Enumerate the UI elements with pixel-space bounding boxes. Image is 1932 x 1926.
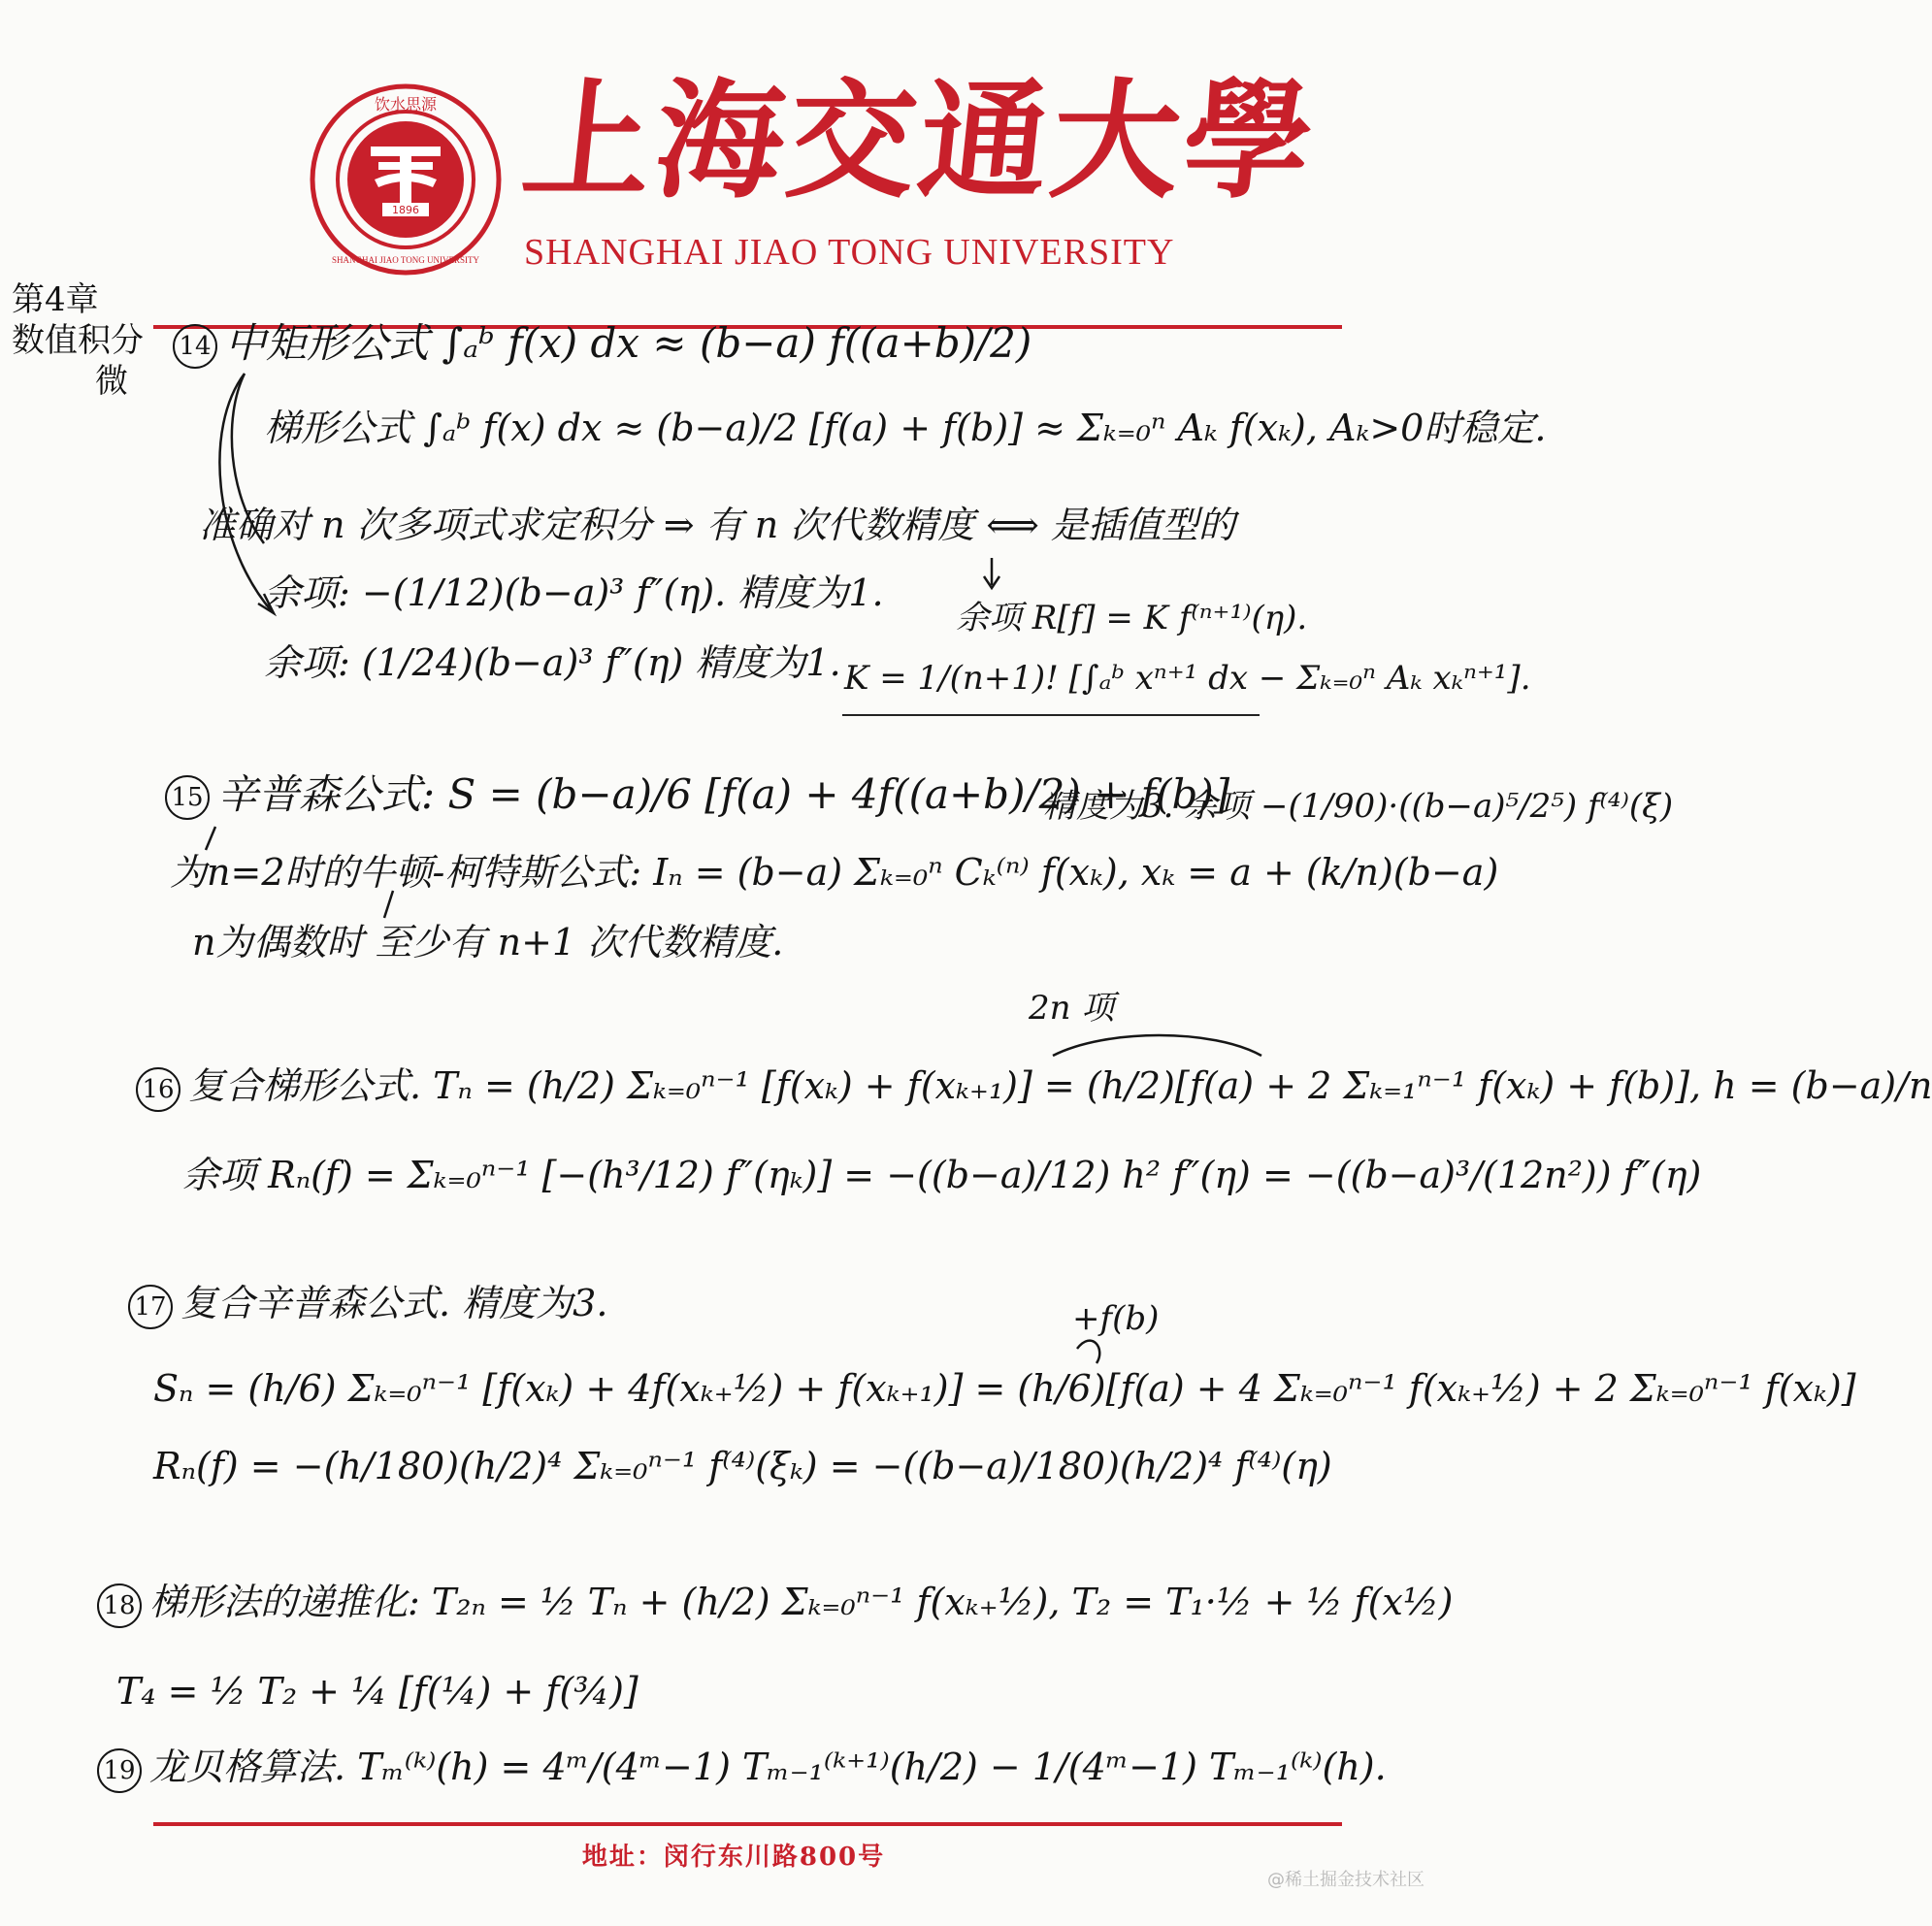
simpson-precision-remainder: 精度为3. 余项 −(1/90)·((b−a)⁵/2⁵) f⁽⁴⁾(ξ): [1043, 787, 1674, 826]
svg-text:饮水思源: 饮水思源: [374, 95, 438, 114]
svg-text:1896: 1896: [392, 204, 419, 216]
section-number-badge: 14: [173, 324, 217, 369]
two-n-terms-label: 2n 项: [1029, 989, 1115, 1028]
section-17-heading: [128, 1283, 607, 1329]
recursive-trapezoid-formula: 梯形法的递推化: T₂ₙ = ½ Tₙ + (h/2) Σₖ₌₀ⁿ⁻¹ f(xₖ₊½), T₂ = T₁·½ + ½ f(x½): [149, 1581, 1454, 1623]
plus-f-b-note: +f(b): [1072, 1299, 1160, 1338]
composite-simpson-remainder: Rₙ(f) = −(h/180)(h/2)⁴ Σₖ₌₀ⁿ⁻¹ f⁽⁴⁾(ξₖ) = −((b−a)/180)(h/2)⁴ f⁽⁴⁾(η): [153, 1445, 1332, 1487]
chapter-title-extra: 微: [95, 362, 128, 401]
newton-cotes-formula: 为n=2时的牛顿-柯特斯公式: Iₙ = (b−a) Σₖ₌₀ⁿ Cₖ⁽ⁿ⁾ f(xₖ), xₖ = a + (k/n)(b−a): [170, 851, 1499, 894]
university-name-chinese: 上海交通大學: [515, 66, 1325, 216]
section-number-badge: 17: [128, 1285, 173, 1329]
section-18-heading: [97, 1582, 1454, 1628]
trapezoid-rule-formula: 梯形公式 ∫ₐᵇ f(x) dx ≈ (b−a)/2 [f(a) + f(b)] ≈ Σₖ₌₀ⁿ Aₖ f(xₖ), Aₖ>0时稳定.: [264, 407, 1547, 449]
midpoint-remainder: 余项: −(1/12)(b−a)³ f″(η). 精度为1.: [264, 571, 884, 614]
trapezoid-remainder: 余项: (1/24)(b−a)³ f″(η) 精度为1.: [264, 641, 841, 684]
composite-trapezoid-formula: 复合梯形公式. Tₙ = (h/2) Σₖ₌₀ⁿ⁻¹ [f(xₖ) + f(xₖ₊₁)] = (h/2)[f(a) + 2 Σₖ₌₁ⁿ⁻¹ f(xₖ) + f(b)], h = (b−a)/n: [188, 1064, 1932, 1107]
composite-trapezoid-remainder: 余项 Rₙ(f) = Σₖ₌₀ⁿ⁻¹ [−(h³/12) f″(ηₖ)] = −((b−a)/12) h² f″(η) = −((b−a)³/(12n²)) f″(η): [182, 1154, 1702, 1196]
svg-text:SHANGHAI JIAO TONG UNIVERSITY: SHANGHAI JIAO TONG UNIVERSITY: [332, 255, 479, 265]
simpson-formula: 辛普森公式: S = (b−a)/6 [f(a) + 4f((a+b)/2) + f(b)]: [217, 770, 1230, 818]
chapter-title: 数值积分: [12, 321, 144, 360]
exactness-statement: 准确对 n 次多项式求定积分 ⇒ 有 n 次代数精度 ⟺ 是插值型的: [199, 504, 1235, 546]
composite-simpson-title: 复合辛普森公式. 精度为3.: [180, 1282, 608, 1324]
footer-address: 地址：闵行东川路800号: [581, 1843, 886, 1872]
midpoint-rule-formula: 中矩形公式 ∫ₐᵇ f(x) dx ≈ (b−a) f((a+b)/2): [225, 319, 1032, 367]
watermark: @稀土掘金技术社区: [1267, 1870, 1424, 1890]
footer-divider: [153, 1822, 1342, 1826]
even-n-precision-note: n为偶数时 至少有 n+1 次代数精度.: [192, 921, 784, 963]
t4-formula: T₄ = ½ T₂ + ¼ [f(¼) + f(¾)]: [116, 1670, 639, 1713]
remainder-constant-k: K = 1/(n+1)! [∫ₐᵇ xⁿ⁺¹ dx − Σₖ₌₀ⁿ Aₖ xₖⁿ⁺¹].: [844, 659, 1531, 698]
general-remainder: 余项 R[f] = K f⁽ⁿ⁺¹⁾(η).: [956, 599, 1308, 637]
chapter-number: 第4章: [12, 280, 99, 319]
section-19-heading: [97, 1746, 1387, 1793]
section-number-badge: 16: [136, 1067, 180, 1112]
university-name-english: SHANGHAI JIAO TONG UNIVERSITY: [524, 232, 1175, 273]
section-number-badge: 18: [97, 1583, 142, 1628]
composite-simpson-formula: Sₙ = (h/6) Σₖ₌₀ⁿ⁻¹ [f(xₖ) + 4f(xₖ₊½) + f(xₖ₊₁)] = (h/6)[f(a) + 4 Σₖ₌₀ⁿ⁻¹ f(xₖ₊½) + 2 Σₖ₌₀ⁿ⁻¹ f(xₖ)]: [153, 1367, 1856, 1410]
romberg-formula: 龙贝格算法. Tₘ⁽ᵏ⁾(h) = 4ᵐ/(4ᵐ−1) Tₘ₋₁⁽ᵏ⁺¹⁾(h/2) − 1/(4ᵐ−1) Tₘ₋₁⁽ᵏ⁾(h).: [149, 1746, 1387, 1788]
section-16-heading: [136, 1065, 1932, 1112]
section-number-badge: 19: [97, 1748, 142, 1793]
section-number-badge: 15: [165, 775, 210, 820]
